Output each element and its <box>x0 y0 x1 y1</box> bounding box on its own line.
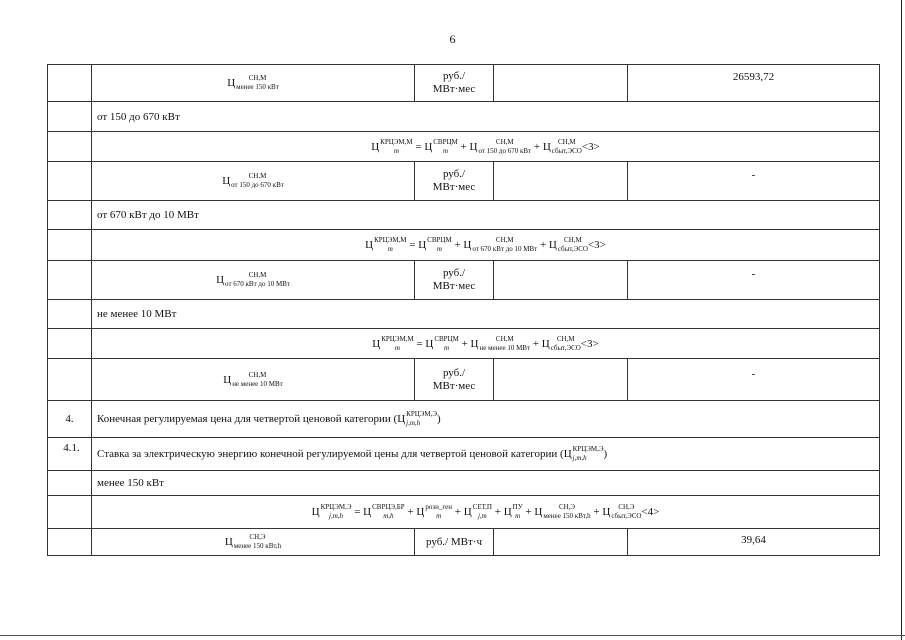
page-edge-bottom <box>0 635 905 636</box>
sub: m <box>444 343 450 352</box>
footnote-ref: <4> <box>641 506 660 518</box>
num-cell <box>47 328 92 359</box>
price-symbol: Ц <box>223 373 232 386</box>
formula: Ц КРЦЭМ,М m = Ц СВРЦМ m + Ц СН,М от 150 до 670 кВт + Ц СН,М сбыт,ЭСО <3> <box>91 131 880 162</box>
value-text: - <box>751 367 756 380</box>
sup: СН,Э <box>618 503 635 511</box>
empty-cell <box>493 358 628 401</box>
param-cell <box>91 161 415 201</box>
sup: СН,М <box>495 236 514 244</box>
sup: розн_ген <box>425 503 452 511</box>
sub: не менее 10 МВт <box>232 379 283 388</box>
unit-cell <box>414 64 494 102</box>
sup: ПУ <box>512 503 523 511</box>
item-number: 4.1. <box>47 437 92 471</box>
value-cell <box>627 260 880 300</box>
unit-line2: МВт·мес <box>432 181 476 193</box>
formula: Ц КРЦЭМ,М m = Ц СВРЦМ m + Ц СН,М не менее 10 МВт + Ц СН,М сбыт,ЭСО <3> <box>91 328 880 359</box>
price-symbol: Ц <box>224 536 233 548</box>
sub: сбыт,ЭСО <box>550 343 581 352</box>
unit-cell <box>414 161 494 201</box>
empty-cell <box>493 528 628 556</box>
sup: СВРЦМ <box>434 334 459 343</box>
page-edge-right <box>901 0 902 640</box>
num-cell <box>47 64 92 102</box>
param-cell <box>91 260 415 300</box>
sub: m <box>442 146 449 155</box>
num-cell <box>47 161 92 201</box>
empty-cell <box>493 161 628 201</box>
sub: сбыт,ЭСО <box>611 512 642 520</box>
section-heading: от 150 до 670 кВт <box>91 101 880 132</box>
param-cell <box>91 64 415 102</box>
empty-cell <box>493 64 628 102</box>
sup: СН,М <box>248 271 267 279</box>
unit-line1: руб./ <box>442 70 466 82</box>
sub: j,m,h <box>329 512 344 520</box>
item-number: 4. <box>47 400 92 438</box>
sup: СН,М <box>556 334 575 343</box>
page-number: 6 <box>449 32 456 46</box>
price-symbol: Ц <box>227 77 236 89</box>
sub: не менее 10 МВт <box>479 343 531 352</box>
num-cell <box>47 495 92 529</box>
sup: КРЦЭМ,Э <box>406 410 438 418</box>
sup: КРЦЭМ,Э <box>320 503 352 511</box>
section-title-text: Ставка за электрическую энергию конечной регулируемой цены для четвертой ценовой категории (Ц <box>97 448 572 460</box>
section-heading: менее 150 кВт <box>91 470 880 496</box>
value-text: 39,64 <box>741 534 766 546</box>
empty-cell <box>493 260 628 300</box>
value-text: - <box>751 169 756 181</box>
unit-line2: МВт·мес <box>432 280 476 292</box>
unit-line1: руб./ <box>442 267 466 279</box>
sup: СН,М <box>564 236 582 244</box>
sup: КРЦЭМ,М <box>381 334 414 343</box>
unit-cell <box>414 358 494 401</box>
num-cell <box>47 229 92 261</box>
paren: ) <box>437 413 441 425</box>
sub: m <box>393 146 399 155</box>
sub: m <box>387 245 393 253</box>
sup: КРЦЭМ,М <box>380 137 413 146</box>
sup: СВРЦЭ,БР <box>372 503 405 511</box>
sub: от 150 до 670 кВт <box>231 181 284 189</box>
sub: m,h <box>383 512 394 520</box>
section-title <box>91 400 880 438</box>
num-cell <box>47 131 92 162</box>
paren: ) <box>603 448 608 460</box>
sup: СН,М <box>495 334 514 343</box>
sub: от 150 до 670 кВт <box>478 146 532 155</box>
sup: СН,Э <box>249 533 266 541</box>
value-cell <box>627 358 880 401</box>
unit-line2: МВт·мес <box>432 379 476 392</box>
num-cell <box>47 470 92 496</box>
sup: СВРЦМ <box>427 236 452 244</box>
section-heading: от 670 кВт до 10 МВт <box>91 200 880 230</box>
sub: менее 150 кВт,h <box>543 512 591 520</box>
sub: менее 150 кВт,h <box>233 542 282 550</box>
formula: Ц КРЦЭМ,Э j,m,h = Ц СВРЦЭ,БР m,h + Ц розн_ген m + Ц СЕТ,П j,m + Ц ПУ m + Ц СН,Э менее 150 кВт,h + Ц СН,Э сбыт,ЭСО <4> <box>91 495 880 529</box>
price-symbol: Ц <box>222 175 231 187</box>
sub: сбыт,ЭСО <box>551 146 582 155</box>
sub: менее 150 кВт <box>236 83 279 91</box>
num-cell <box>47 358 92 401</box>
footnote-ref: <3> <box>581 140 600 153</box>
value-cell <box>627 64 880 102</box>
value-cell <box>627 528 880 556</box>
param-cell <box>91 528 415 556</box>
section-heading: не менее 10 МВт <box>91 299 880 329</box>
value-cell <box>627 161 880 201</box>
section-title-text: Конечная регулируемая цена для четвертой ценовой категории (Ц <box>97 413 406 425</box>
unit-line1: руб./ <box>442 168 466 180</box>
sub: m <box>394 343 400 352</box>
footnote-ref: <3> <box>580 337 599 350</box>
sup: СН,М <box>248 172 267 180</box>
sub: j,m,h <box>572 454 587 462</box>
unit-line1: руб./ <box>442 366 466 379</box>
sub: j,m,h <box>406 419 421 427</box>
sup: СН,М <box>248 74 267 82</box>
sup: СВРЦМ <box>433 137 458 146</box>
sup: СЕТ,П <box>472 503 492 511</box>
price-symbol: Ц <box>216 274 225 286</box>
sub: сбыт,ЭСО <box>557 245 588 253</box>
sub: от 670 кВт до 10 МВт <box>472 245 538 253</box>
unit-line1: руб./ МВт·ч <box>426 536 482 548</box>
num-cell <box>47 101 92 132</box>
value-text: 26593,72 <box>732 71 775 83</box>
section-title <box>91 437 880 471</box>
value-text: - <box>751 268 756 280</box>
sub: m <box>436 245 442 253</box>
sup: СН,Э <box>558 503 576 511</box>
sup: КРЦЭМ,М <box>374 236 407 244</box>
sub: m <box>436 512 442 520</box>
num-cell <box>47 528 92 556</box>
num-cell <box>47 200 92 230</box>
footnote-ref: <3> <box>587 239 606 251</box>
sub: m <box>515 512 521 520</box>
sup: СН,М <box>557 137 576 146</box>
sup: СН,М <box>495 137 514 146</box>
num-cell <box>47 260 92 300</box>
unit-cell <box>414 260 494 300</box>
sub: от 670 кВт до 10 МВт <box>225 280 290 288</box>
unit-line2: МВт·мес <box>432 83 476 95</box>
unit-cell <box>414 528 494 556</box>
sup: КРЦЭМ,Э <box>572 445 604 453</box>
sub: j,m <box>477 512 487 520</box>
param-cell <box>91 358 415 401</box>
sup: СН,М <box>248 370 267 379</box>
num-cell <box>47 299 92 329</box>
formula: Ц КРЦЭМ,М m = Ц СВРЦМ m + Ц СН,М от 670 кВт до 10 МВт + Ц СН,М сбыт,ЭСО <3> <box>91 229 880 261</box>
